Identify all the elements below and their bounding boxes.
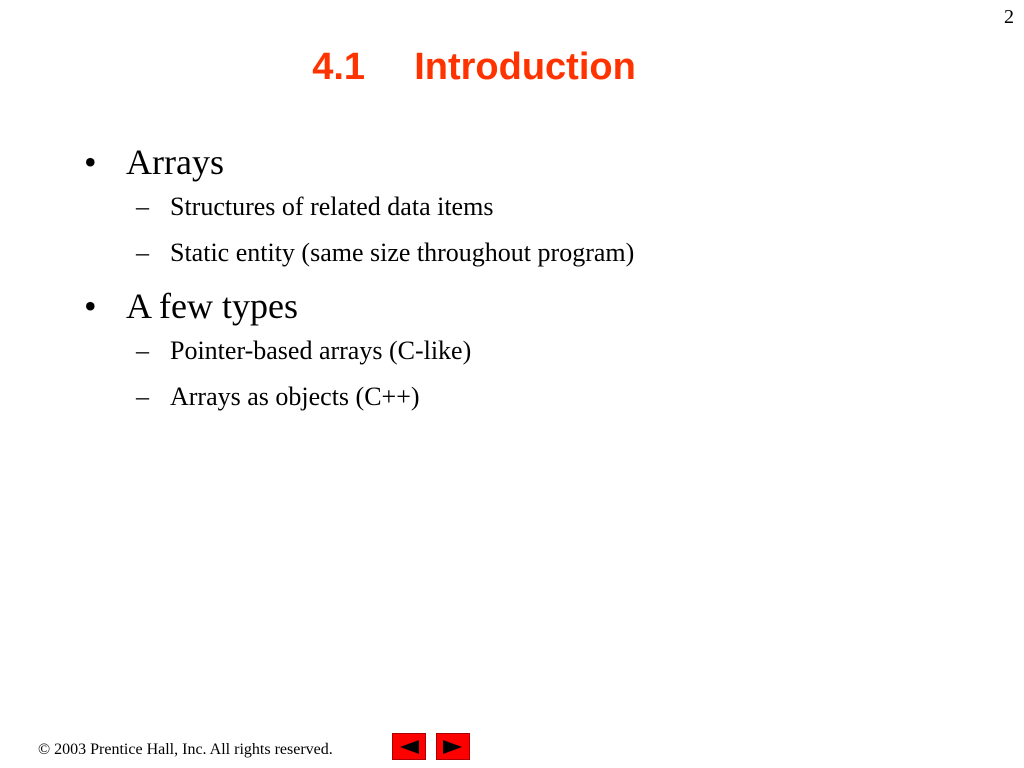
slide-content [84, 140, 984, 428]
previous-slide-button[interactable] [392, 733, 426, 760]
dash-icon: – [136, 192, 149, 221]
sub-item-text: Pointer-based arrays (C-like) [170, 336, 472, 365]
sub-item [84, 236, 984, 270]
sub-item-text: Structures of related data items [170, 192, 494, 221]
slide-title [0, 46, 948, 89]
sub-item-text: Arrays as objects (C++) [170, 382, 420, 411]
sub-list [84, 190, 984, 270]
sub-item [84, 334, 984, 368]
dash-icon: – [136, 336, 149, 365]
bullet-dot-icon: • [84, 142, 97, 182]
bullet-item [84, 284, 984, 328]
bullet-text: A few types [126, 286, 298, 326]
sub-item-text: Static entity (same size throughout program) [170, 238, 635, 267]
title-number: 4.1 [312, 46, 366, 88]
page-number: 2 [1004, 6, 1014, 28]
slide-navigation [392, 733, 470, 760]
bullet-text: Arrays [126, 142, 224, 182]
next-slide-button[interactable] [436, 733, 470, 760]
bullet-dot-icon: • [84, 286, 97, 326]
triangle-right-icon [441, 738, 465, 756]
dash-icon: – [136, 382, 149, 411]
sub-item [84, 380, 984, 414]
dash-icon: – [136, 238, 149, 267]
bullet-item [84, 140, 984, 184]
copyright-footer: © 2003 Prentice Hall, Inc. All rights reserved. [38, 741, 333, 758]
sub-item [84, 190, 984, 224]
triangle-left-icon [397, 738, 421, 756]
title-text: Introduction [414, 46, 636, 88]
sub-list [84, 334, 984, 414]
